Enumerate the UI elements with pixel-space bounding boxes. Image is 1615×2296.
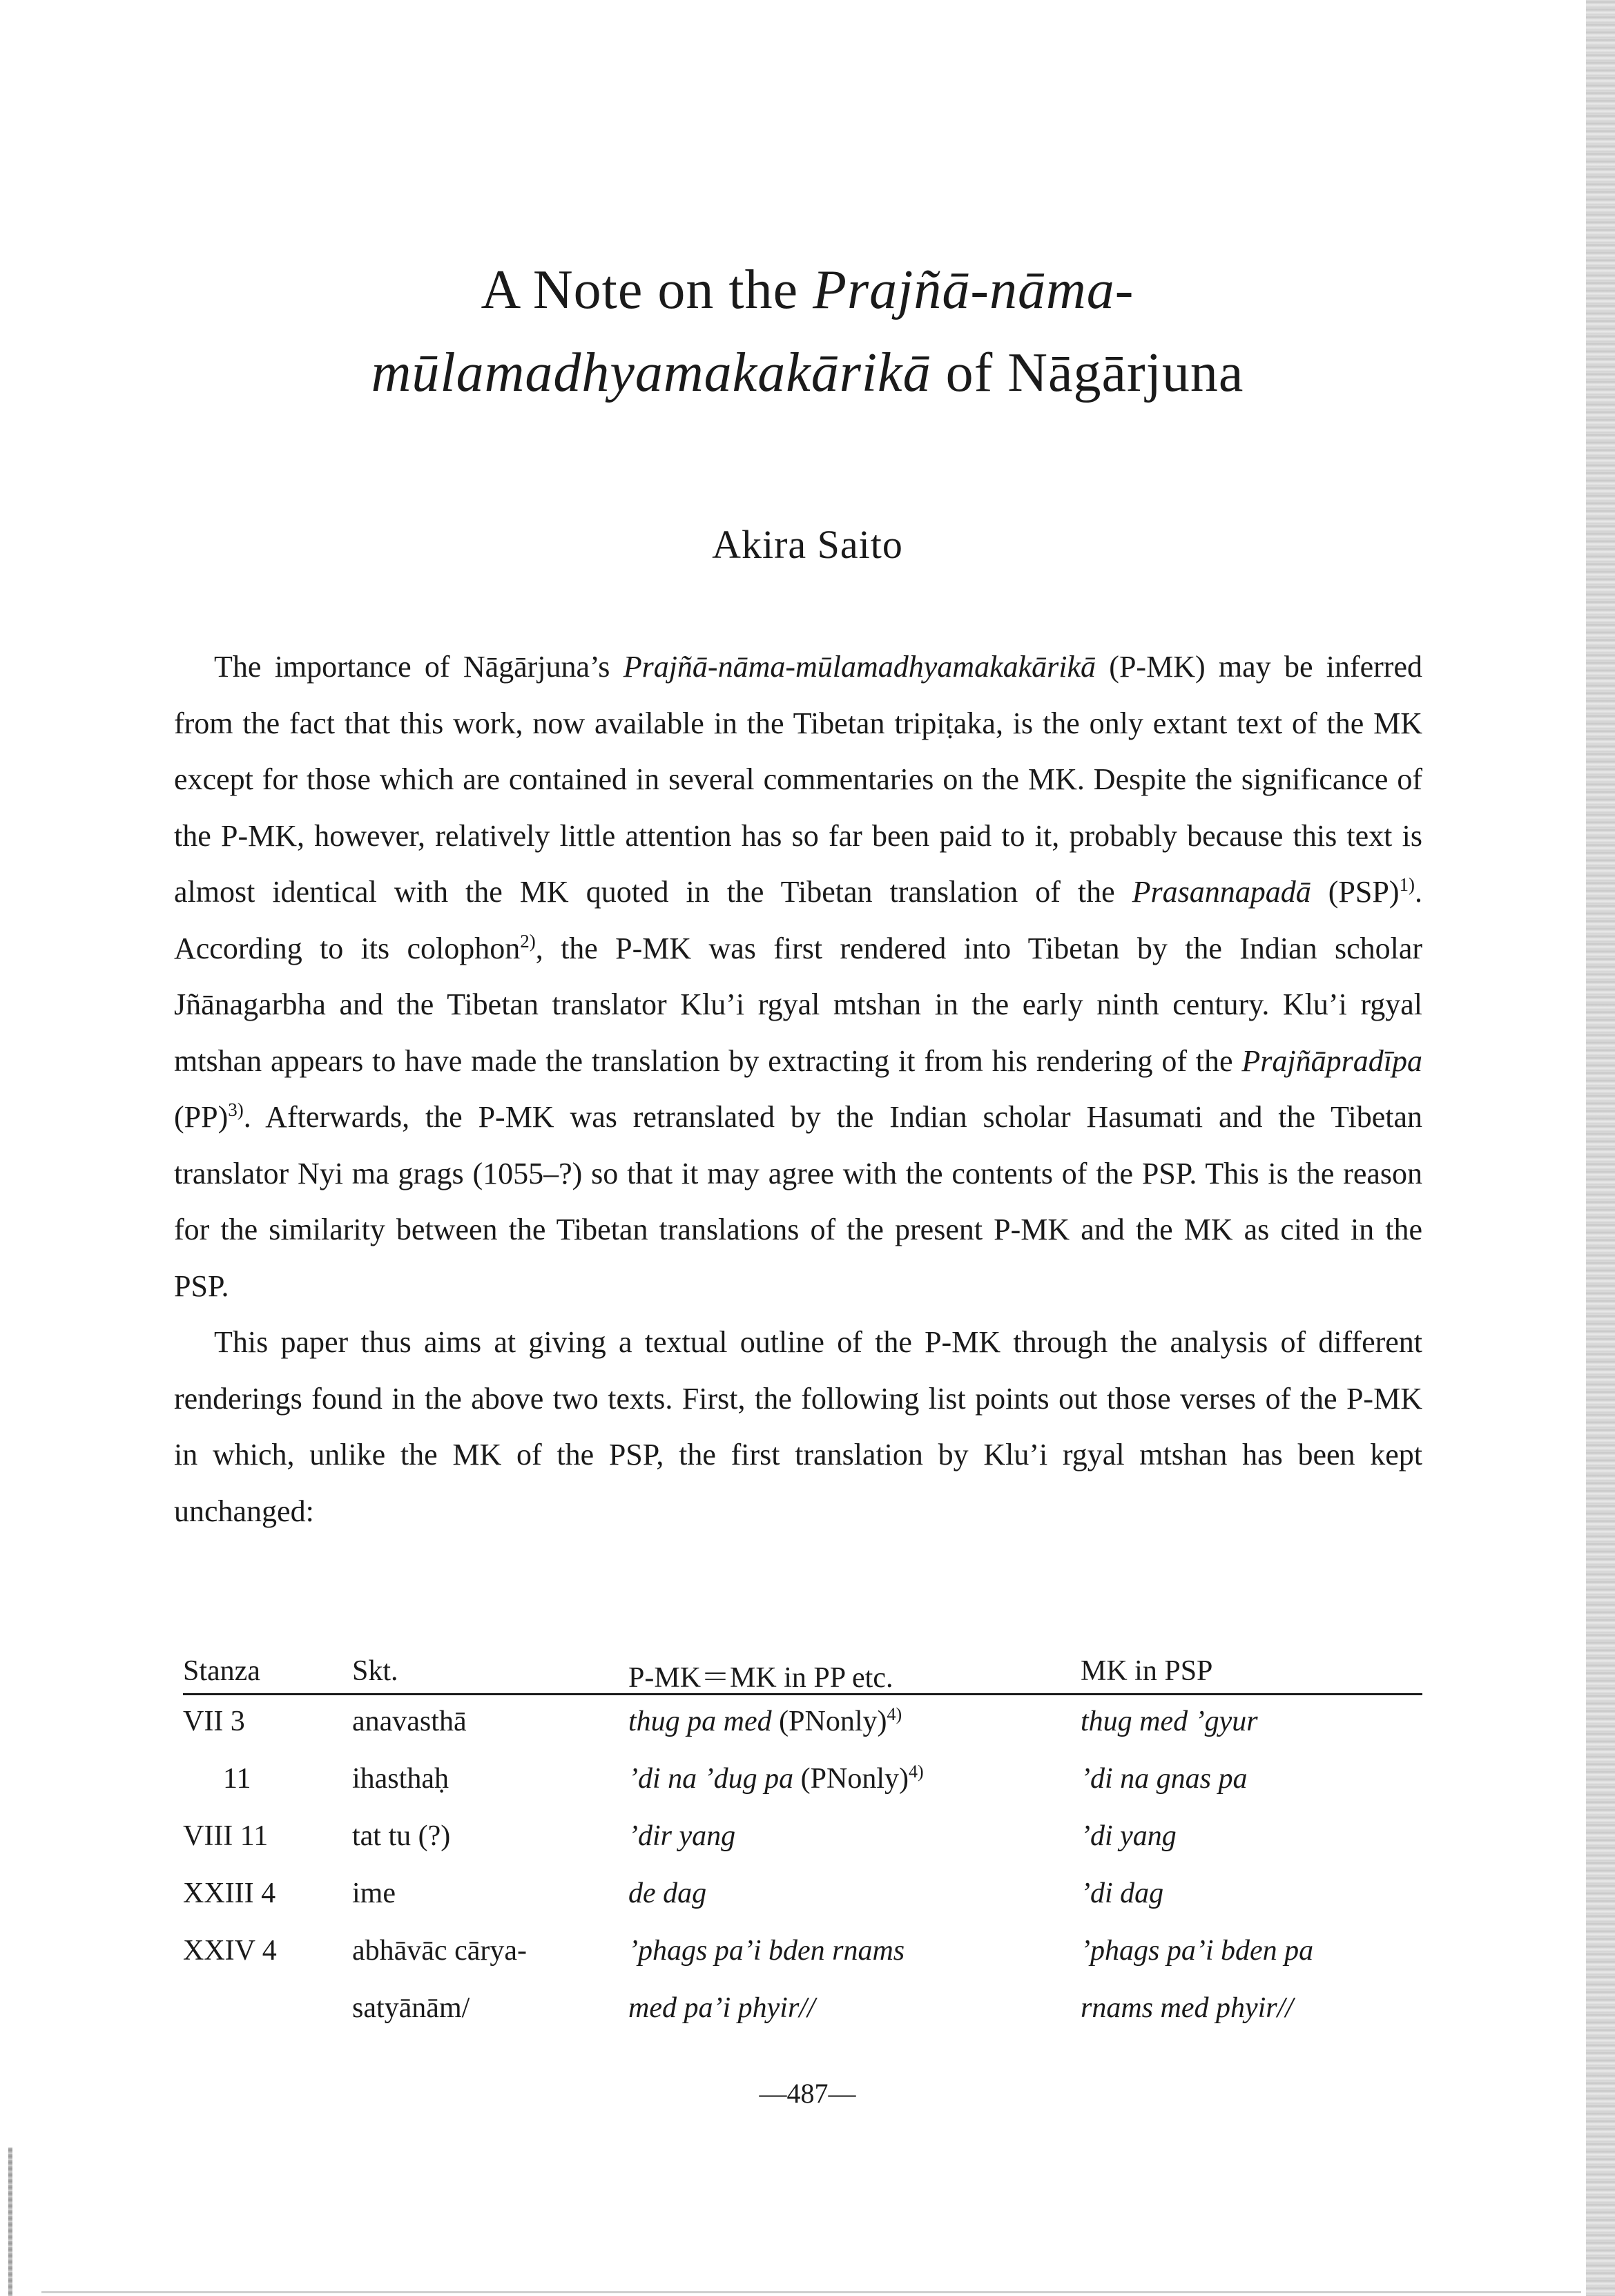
cell-psp: thug med ’gyur xyxy=(1081,1706,1258,1737)
italic-title-ref: Prasannapadā xyxy=(1132,875,1311,909)
cell-psp: ’di dag xyxy=(1081,1878,1164,1909)
header-psp: MK in PSP xyxy=(1081,1655,1213,1687)
scan-edge-left xyxy=(8,2148,12,2296)
cell-pmk-text: thug pa med xyxy=(628,1706,772,1737)
title-line-2 xyxy=(0,331,1615,414)
title-text: of Nāgārjuna xyxy=(931,343,1244,403)
cell-pmk-note: (PNonly) xyxy=(771,1706,887,1737)
table-row xyxy=(183,1929,1422,1986)
paragraph-1 xyxy=(174,639,1422,1314)
title-italic-text: Prajñā-nāma- xyxy=(813,260,1134,320)
table-row xyxy=(183,1757,1422,1814)
cell-skt: ihasthaḥ xyxy=(352,1763,449,1795)
footnote-marker: 4) xyxy=(909,1762,924,1782)
italic-title-ref: Prajñāpradīpa xyxy=(1241,1043,1422,1078)
scan-edge-bottom xyxy=(41,2291,1581,2293)
cell-skt: satyānām/ xyxy=(352,1992,470,2024)
footnote-marker: 4) xyxy=(887,1704,902,1724)
text-run: (P-MK) may be inferred from the fact that this work, now available in the Tibetan tripiṭaka, is the only extant text of the MK except for those which are contained in several commentaries on the MK. Despite the significance of the P-MK, however, relatively little attention has so far been paid to it, probably because this text is almost identical with the MK quoted in the Tibetan translation of the xyxy=(174,650,1422,909)
cell-pmk: ’dir yang xyxy=(628,1820,736,1852)
footnote-marker: 2) xyxy=(520,930,536,952)
footnote-marker: 3) xyxy=(228,1099,244,1120)
article-title xyxy=(0,249,1615,414)
header-stanza: Stanza xyxy=(183,1655,260,1687)
cell-psp: ’phags pa’i bden pa xyxy=(1081,1935,1314,1967)
title-line-1 xyxy=(0,249,1615,331)
cell-stanza: 11 xyxy=(223,1763,251,1795)
header-skt: Skt. xyxy=(352,1655,398,1687)
page-number: —487— xyxy=(759,2078,856,2109)
footnote-marker: 1) xyxy=(1399,874,1415,895)
cell-pmk: ’phags pa’i bden rnams xyxy=(628,1935,905,1967)
cell-stanza: VII 3 xyxy=(183,1706,245,1737)
cell-pmk-text: ’di na ’dug pa xyxy=(628,1763,794,1795)
cell-psp: rnams med phyir// xyxy=(1081,1992,1293,2024)
title-text: A Note on the xyxy=(481,260,813,320)
table-row xyxy=(183,1986,1422,2043)
header-pmk: P-MK＝MK in PP etc. xyxy=(628,1662,893,1694)
title-italic-text: mūlamadhyamakakārikā xyxy=(371,343,931,403)
table-row xyxy=(183,1699,1422,1757)
cell-stanza: XXIV 4 xyxy=(183,1935,277,1967)
cell-psp: ’di na gnas pa xyxy=(1081,1763,1248,1795)
table-row xyxy=(183,1814,1422,1871)
text-run: (PP) xyxy=(174,1100,229,1134)
paragraph-2: This paper thus aims at giving a textual outline of the P-MK through the analysis of different renderings found in the above two texts. First, the following list points out those verses of the P-MK in which, unlike the MK of the PSP, the first translation by Klu’i rgyal mtshan has been kept unchanged: xyxy=(174,1325,1422,1528)
cell-stanza: XXIII 4 xyxy=(183,1878,276,1909)
cell-pmk-note: (PNonly) xyxy=(793,1763,909,1795)
text-run: The importance of Nāgārjuna’s xyxy=(214,650,623,684)
cell-skt: ime xyxy=(352,1878,396,1909)
cell-pmk: de dag xyxy=(628,1878,707,1909)
cell-stanza: VIII 11 xyxy=(183,1820,269,1852)
table-header xyxy=(183,1652,1422,1695)
cell-skt: anavasthā xyxy=(352,1706,467,1737)
cell-pmk: med pa’i phyir// xyxy=(628,1992,815,2024)
cell-skt: abhāvāc cārya- xyxy=(352,1935,527,1967)
comparison-table xyxy=(183,1652,1422,2043)
cell-pmk xyxy=(628,1762,924,1795)
cell-psp: ’di yang xyxy=(1081,1820,1177,1852)
italic-title-ref: Prajñā-nāma-mūlamadhyamakakārikā xyxy=(623,650,1096,684)
cell-pmk xyxy=(628,1705,902,1738)
author-name: Akira Saito xyxy=(712,522,903,567)
text-run: , the P-MK was first rendered into Tibetan by the Indian scholar Jñānagarbha and the Tibetan translator Klu’i rgyal mtshan in the early ninth century. Klu’i rgyal mtshan appears to have made the translation by extracting it from his rendering of the xyxy=(174,931,1423,1078)
article-body xyxy=(174,639,1422,1539)
text-run: . Afterwards, the P-MK was retranslated by the Indian scholar Hasumati and the Tibetan translator Nyi ma grags (1055–?) so that it may agree with the contents of the PSP. This is the reason for the similarity between the Tibetan translations of the present P-MK and the MK as cited in the PSP. xyxy=(174,1100,1422,1303)
text-run: (PSP) xyxy=(1311,875,1400,909)
cell-skt: tat tu (?) xyxy=(352,1820,451,1852)
table-row xyxy=(183,1871,1422,1929)
text-run: . According to its colophon xyxy=(174,875,1423,965)
